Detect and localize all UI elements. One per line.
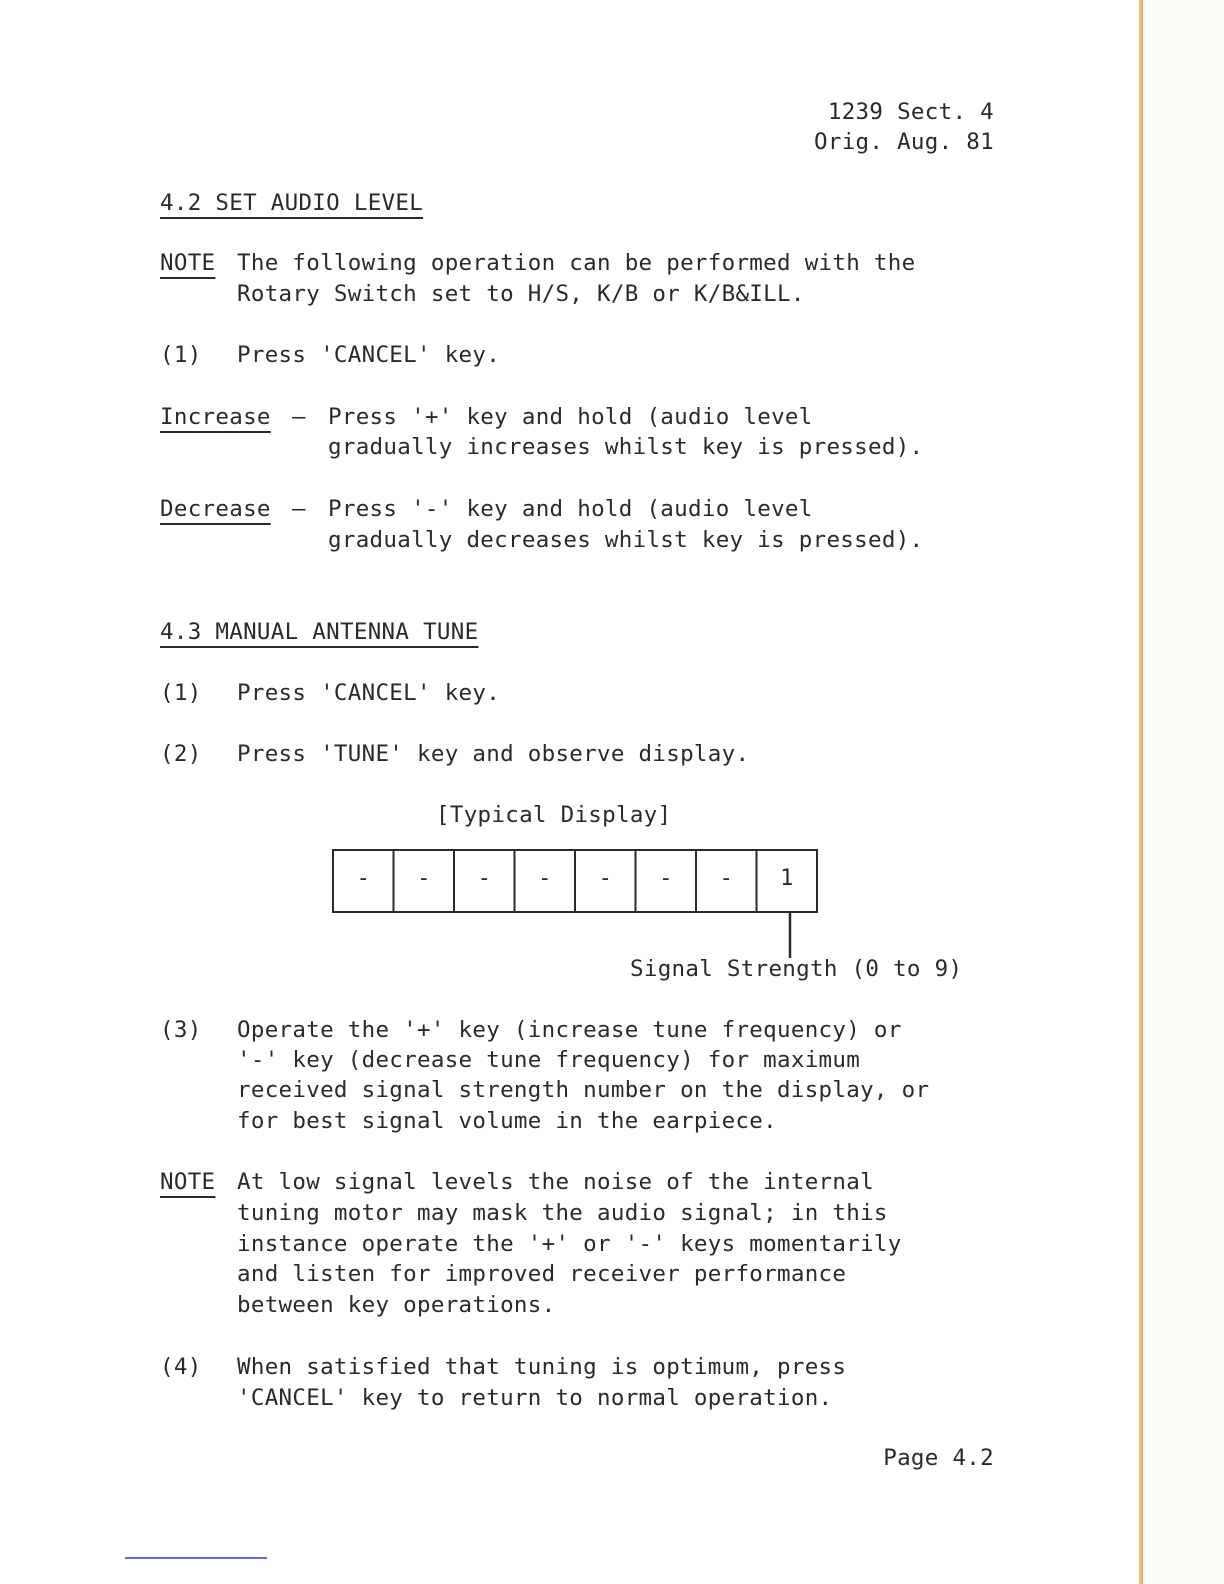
display-cell-value: - bbox=[477, 866, 491, 891]
note-text: The following operation can be performed with the bbox=[237, 250, 916, 276]
note-text: At low signal levels the noise of the internal bbox=[237, 1169, 874, 1195]
signal-strength-label: Signal Strength (0 to 9) bbox=[630, 956, 963, 982]
section-heading-4-2: 4.2 SET AUDIO LEVEL bbox=[160, 190, 424, 216]
increase-text: gradually increases whilst key is pressed). bbox=[328, 434, 924, 460]
page-number: Page 4.2 bbox=[883, 1445, 994, 1471]
decrease-label: Decrease bbox=[160, 496, 271, 522]
increase-text: Press '+' key and hold (audio level bbox=[328, 404, 813, 430]
display-cell-value: - bbox=[719, 866, 733, 891]
step-number: (1) bbox=[160, 342, 202, 368]
step-text: received signal strength number on the display, or bbox=[237, 1077, 930, 1103]
note-text: between key operations. bbox=[237, 1292, 556, 1318]
step-number: (3) bbox=[160, 1017, 202, 1043]
decrease-text: Press '-' key and hold (audio level bbox=[328, 496, 813, 522]
step-text: Press 'TUNE' key and observe display. bbox=[237, 741, 750, 767]
display-cell-value: - bbox=[538, 866, 552, 891]
display-cell-value: - bbox=[356, 866, 370, 891]
display-cell-value: 1 bbox=[780, 866, 794, 891]
display-cell-value: - bbox=[598, 866, 612, 891]
step-text: '-' key (decrease tune frequency) for maximum bbox=[237, 1047, 861, 1073]
note-label: NOTE bbox=[160, 1169, 216, 1195]
doc-date: Orig. Aug. 81 bbox=[814, 129, 994, 155]
note-text: tuning motor may mask the audio signal; in this bbox=[237, 1200, 888, 1226]
note-text: instance operate the '+' or '-' keys momentarily bbox=[237, 1231, 902, 1257]
step-text: Press 'CANCEL' key. bbox=[237, 342, 501, 368]
section-heading-4-3: 4.3 MANUAL ANTENNA TUNE bbox=[160, 619, 479, 645]
dash: – bbox=[292, 496, 306, 522]
decrease-text: gradually decreases whilst key is pressed). bbox=[328, 527, 924, 553]
note-text: Rotary Switch set to H/S, K/B or K/B&ILL. bbox=[237, 281, 805, 307]
note-text: and listen for improved receiver performance bbox=[237, 1261, 847, 1287]
step-text: for best signal volume in the earpiece. bbox=[237, 1108, 777, 1134]
step-number: (1) bbox=[160, 680, 202, 706]
step-text: 'CANCEL' key to return to normal operation. bbox=[237, 1385, 833, 1411]
display-cell-value: - bbox=[659, 866, 673, 891]
display-cell-value: - bbox=[417, 866, 431, 891]
increase-label: Increase bbox=[160, 404, 271, 430]
dash: – bbox=[292, 404, 306, 430]
doc-reference: 1239 Sect. 4 bbox=[827, 99, 994, 125]
step-text: When satisfied that tuning is optimum, press bbox=[237, 1354, 847, 1380]
note-label: NOTE bbox=[160, 250, 216, 276]
step-number: (2) bbox=[160, 741, 202, 767]
bottom-rule bbox=[125, 1557, 267, 1559]
step-text: Operate the '+' key (increase tune frequency) or bbox=[237, 1017, 902, 1043]
display-caption: [Typical Display] bbox=[436, 802, 672, 828]
step-text: Press 'CANCEL' key. bbox=[237, 680, 501, 706]
step-number: (4) bbox=[160, 1354, 202, 1380]
